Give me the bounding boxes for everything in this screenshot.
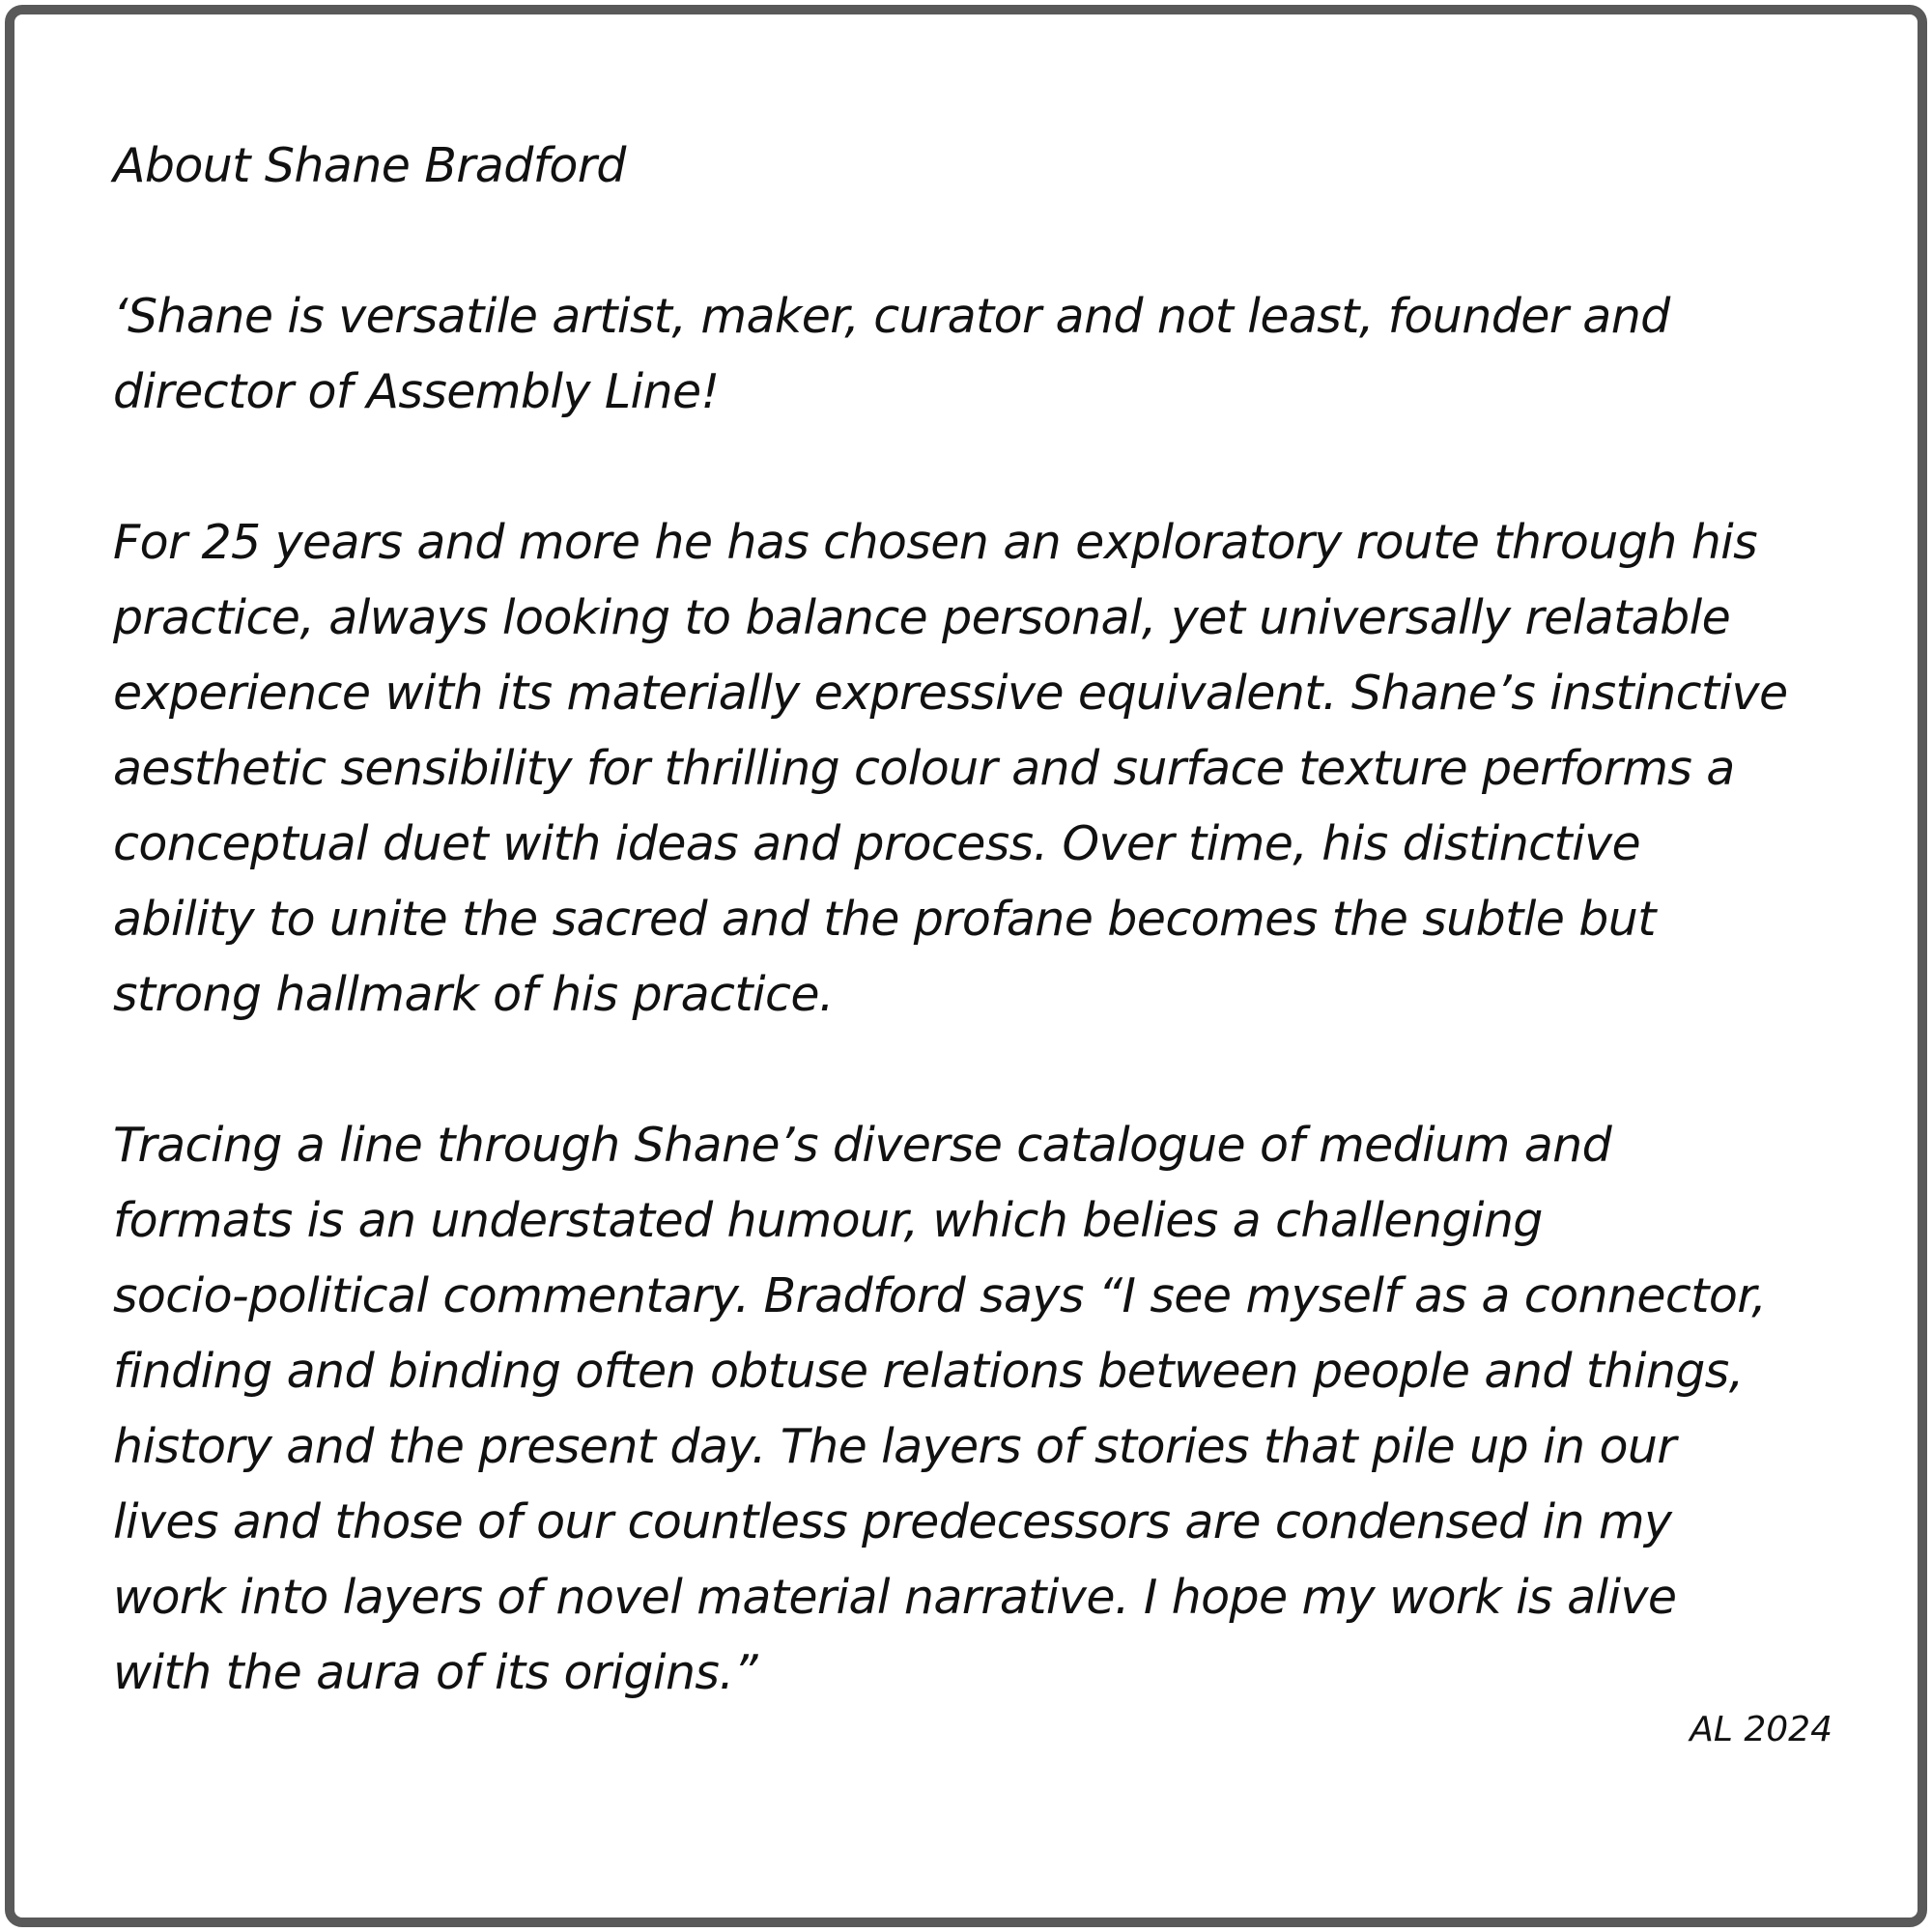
text-line: Tracing a line through Shane’s diverse catalogue of medium and (113, 1118, 1612, 1173)
text-line: strong hallmark of his practice. (113, 967, 834, 1022)
text-line: For 25 years and more he has chosen an exploratory route through his (113, 515, 1758, 570)
document-body (113, 128, 1871, 1711)
paragraph-intro (113, 279, 1871, 430)
text-line: practice, always looking to balance personal, yet universally relatable (113, 590, 1731, 645)
text-line: ‘Shane is versatile artist, maker, curator and not least, founder and (113, 289, 1670, 344)
document-title: About Shane Bradford (113, 138, 626, 193)
text-line: lives and those of our countless predecessors are condensed in my (113, 1494, 1672, 1549)
text-line: ability to unite the sacred and the profane becomes the subtle but (113, 892, 1656, 947)
text-line: experience with its materially expressive equivalent. Shane’s instinctive (113, 666, 1788, 721)
paragraph-spacer (113, 1033, 1871, 1108)
paragraph-practice (113, 505, 1871, 1033)
text-line: formats is an understated humour, which belies a challenging (113, 1193, 1543, 1248)
text-line: director of Assembly Line! (113, 364, 720, 419)
text-line: work into layers of novel material narrative. I hope my work is alive (113, 1570, 1677, 1625)
document-frame (5, 5, 1927, 1927)
signature: AL 2024 (1690, 1710, 1833, 1749)
text-line: with the aura of its origins.” (113, 1645, 758, 1700)
text-line: socio-political commentary. Bradford says “I see myself as a connector, (113, 1268, 1767, 1323)
text-line: finding and binding often obtuse relations between people and things, (113, 1344, 1744, 1399)
paragraph-spacer (113, 430, 1871, 505)
paragraph-spacer (113, 204, 1871, 279)
text-line: conceptual duet with ideas and process. Over time, his distinctive (113, 816, 1641, 871)
text-line: history and the present day. The layers of stories that pile up in our (113, 1419, 1676, 1474)
paragraph-quote (113, 1108, 1871, 1711)
text-line: aesthetic sensibility for thrilling colour and surface texture performs a (113, 741, 1735, 796)
